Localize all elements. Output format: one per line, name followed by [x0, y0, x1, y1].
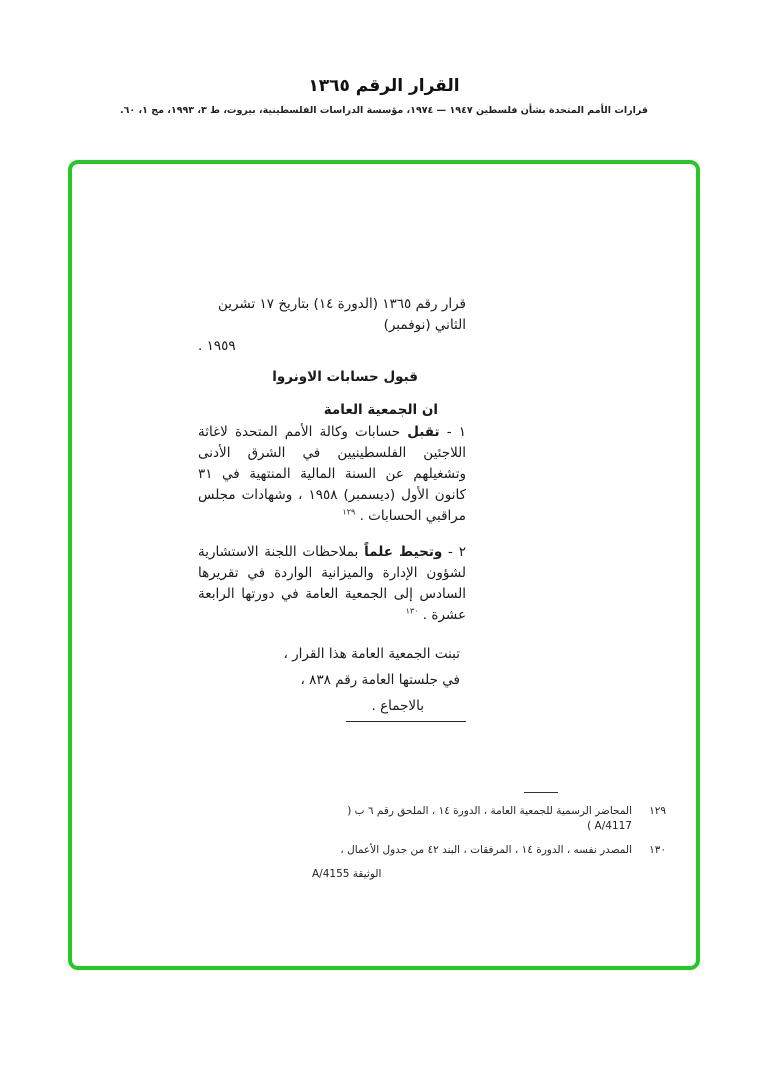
closing-divider — [346, 721, 466, 722]
adoption-line-1: تبنت الجمعية العامة هذا القرار ، — [283, 646, 460, 662]
source-citation: قرارات الأمم المتحدة بشأن فلسطين ١٩٤٧ — ١٩٧٤، مؤسسة الدراسات الفلسطينية، بيروت، ط ٣، ١٩٩٣، مج ١، ٦٠. — [120, 105, 648, 116]
resolution-subject: قبول حسابات الاونروا — [272, 369, 418, 385]
paragraph-2-number: ٢ - — [442, 544, 466, 560]
paragraph-2-text: بملاحظات اللجنة الاستشارية لشؤون الإدارة والميزانية الواردة في تقريرها السادس إلى الجمعية العامة في دورتها الرابعة عشرة . — [198, 544, 466, 623]
paragraph-1-lead: تقبل — [407, 424, 440, 440]
resolution-body — [198, 294, 466, 722]
document-frame — [68, 160, 700, 970]
footnote-130-number: ١٣٠ — [649, 844, 666, 856]
paragraph-2 — [198, 542, 466, 626]
paragraph-2-lead: وتحيط علماً — [364, 544, 443, 560]
footnote-reference-129: ١٢٩ — [342, 507, 356, 517]
footnote-130-continuation: الوثيقة A/4155 — [312, 868, 382, 880]
resolution-title-line: قرار رقم ١٣٦٥ (الدورة ١٤) بتاريخ ١٧ تشرين الثاني (نوفمبر) — [217, 296, 466, 333]
resolution-title — [198, 294, 466, 357]
paragraph-1-text: حسابات وكالة الأمم المتحدة لاغاثة اللاجئين الفلسطينيين في الشرق الأدنى وتشغيلهم عن السنة المالية المنتهية في ٣١ كانون الأول (ديسمبر) ١٩٥٨ ، وشهادات مجلس مراقبي الحسابات . — [198, 424, 466, 524]
footnote-129-number: ١٢٩ — [649, 805, 666, 817]
footnotes-section — [310, 804, 666, 882]
paragraph-1-number: ١ - — [439, 424, 466, 440]
footnote-129-text: المحاضر الرسمية للجمعية العامة ، الدورة ١٤ ، الملحق رقم ٦ ب ( A/4117 ) — [347, 805, 632, 832]
page-title: القرار الرقم ١٣٦٥ — [308, 76, 460, 96]
footnote-reference-130: ١٣٠ — [405, 606, 419, 616]
paragraph-1 — [198, 422, 466, 527]
adoption-line-2: في جلستها العامة رقم ٨٣٨ ، — [300, 672, 460, 688]
adoption-line-3: بالاجماع . — [371, 698, 424, 714]
footnote-130 — [310, 843, 666, 858]
footnote-129 — [310, 804, 666, 834]
resolution-opening: ان الجمعية العامة — [323, 402, 438, 418]
resolution-title-year: ١٩٥٩ . — [198, 338, 236, 354]
footnote-divider — [524, 792, 558, 793]
footnote-130-text: المصدر نفسه ، الدورة ١٤ ، المرفقات ، البند ٤٢ من جدول الأعمال ، — [340, 844, 632, 856]
